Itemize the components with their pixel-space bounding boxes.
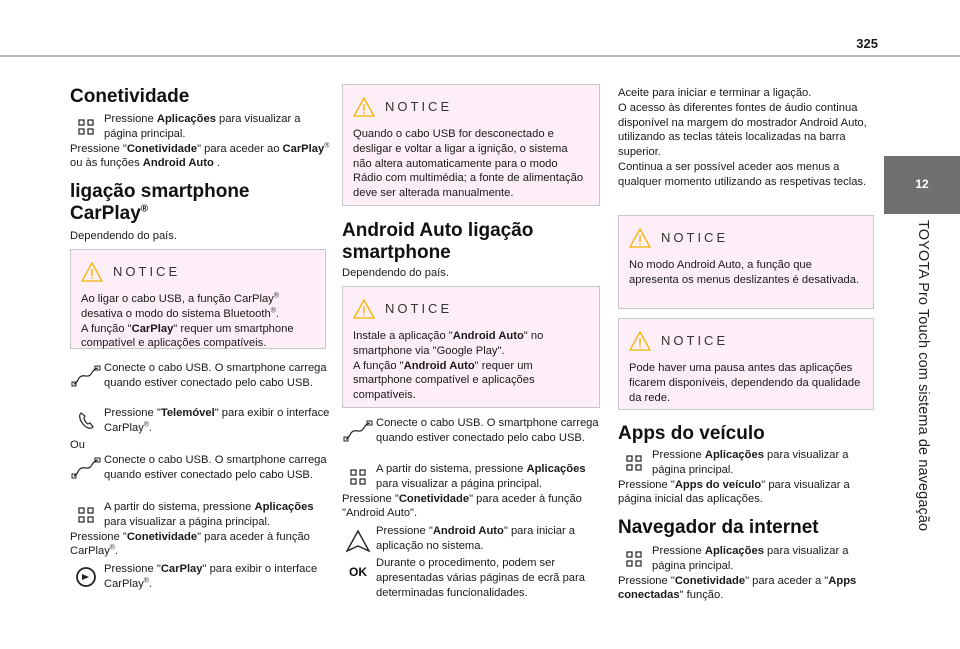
vehicle-apps-step: Pressione Aplicações para visualizar a página principal. Pressione "Apps do veículo" para visualizar a página inicial das aplicações. [618, 449, 850, 506]
apps-grid-icon [70, 112, 102, 142]
notice-label: NOTICE [385, 99, 453, 115]
chapter-tab[interactable] [884, 156, 960, 214]
chapter-title: TOYOTA Pro Touch com sistema de navegação [915, 220, 931, 532]
notice-text: Ao ligar o cabo USB, a função CarPlay® desativa o modo do sistema Bluetooth®. A função "CarPlay" requer um smartphone compatível e aplicações compatíveis. [81, 292, 294, 350]
usb-step-1: Conecte o cabo USB. O smartphone carrega quando estiver conectado pelo cabo USB. [70, 361, 330, 391]
apps-grid-icon [342, 462, 374, 492]
ok-step: OK Durante o procedimento, podem ser apresentadas várias páginas de ecrã para determinadas funcionalidades. [342, 556, 602, 600]
notice-box-usb [342, 84, 600, 206]
notice-box-menus [618, 215, 874, 309]
or-text: Ou [70, 439, 85, 451]
heading-conetividade: Conetividade [70, 86, 190, 107]
notice-label: NOTICE [661, 333, 729, 349]
notice-label: NOTICE [113, 264, 181, 280]
carplay-icon [70, 562, 102, 592]
warning-icon [629, 331, 651, 351]
android-auto-icon [342, 526, 374, 556]
android-auto-info: Aceite para iniciar e terminar a ligação. O acesso às diferentes fontes de áudio continua disponível na margem do mostrador Android Auto, utilizando as teclas táteis localizadas na barra superior. Continua a ser possível aceder aos menus a qualquer momento utilizando as respetivas teclas. [618, 87, 867, 188]
country-note: Dependendo do país. [342, 267, 449, 279]
apps-step: Pressione Aplicações para visualizar a página principal. Pressione "Conetividade" para aceder ao CarPlay® ou às funções Android Auto . [70, 113, 330, 170]
notice-box-android [342, 286, 600, 408]
phone-handset-icon [70, 406, 102, 436]
notice-text: No modo Android Auto, a função que apresenta os menus deslizantes é desativada. [629, 259, 860, 286]
heading-vehicle-apps: Apps do veículo [618, 423, 765, 444]
warning-icon [81, 262, 103, 282]
usb-step: Conecte o cabo USB. O smartphone carrega quando estiver conectado pelo cabo USB. [342, 416, 602, 446]
usb-cable-icon [342, 416, 374, 446]
carplay-step: Pressione "CarPlay" para exibir o interface CarPlay®. [70, 562, 330, 592]
notice-box-network [618, 318, 874, 410]
warning-icon [353, 299, 375, 319]
heading-internet-browser: Navegador da internet [618, 517, 819, 538]
warning-icon [353, 97, 375, 117]
apps-grid-icon [70, 500, 102, 530]
usb-cable-icon [70, 453, 102, 483]
android-auto-step: Pressione "Android Auto" para iniciar a aplicação no sistema. [342, 524, 602, 554]
notice-text: Quando o cabo USB for desconectado e desligar e voltar a ligar a ignição, o sistema não altera automaticamente para o modo Rádio com multimédia; a fonte de alimentação deve ser alterada manualmente. [353, 128, 584, 200]
notice-label: NOTICE [385, 301, 453, 317]
header-rule [0, 55, 960, 57]
apps-step: A partir do sistema, pressione Aplicações para visualizar a página principal. Pressione "Conetividade" para aceder à função "Android Auto". [342, 463, 586, 520]
page-number: 325 [856, 36, 878, 51]
notice-box-carplay [70, 249, 326, 349]
heading-carplay: ligação smartphone CarPlay® [70, 181, 250, 225]
country-note: Dependendo do país. [70, 230, 177, 242]
apps-grid-icon [618, 544, 650, 574]
notice-text: Instale a aplicação "Android Auto" no smartphone via "Google Play". A função "Android Auto" requer um smartphone compatível e aplicações compatíveis. [353, 330, 544, 402]
notice-label: NOTICE [661, 230, 729, 246]
apps-grid-icon [618, 448, 650, 478]
apps-step-2: A partir do sistema, pressione Aplicações para visualizar a página principal. Pressione "Conetividade" para aceder à função CarPlay®. [70, 501, 314, 558]
phone-step: Pressione "Telemóvel" para exibir o interface CarPlay®. [70, 406, 330, 436]
heading-android-auto: Android Auto ligação smartphone [342, 220, 534, 264]
notice-text: Pode haver uma pausa antes das aplicações ficarem disponíveis, dependendo da qualidade da rede. [629, 362, 861, 404]
usb-cable-icon [70, 361, 102, 391]
ok-label: OK [349, 565, 367, 580]
chapter-number: 12 [915, 177, 929, 192]
usb-step-2: Conecte o cabo USB. O smartphone carrega quando estiver conectado pelo cabo USB. [70, 453, 330, 483]
browser-step: Pressione Aplicações para visualizar a página principal. Pressione "Conetividade" para aceder a "Apps conectadas" função. [618, 545, 857, 602]
warning-icon [629, 228, 651, 248]
